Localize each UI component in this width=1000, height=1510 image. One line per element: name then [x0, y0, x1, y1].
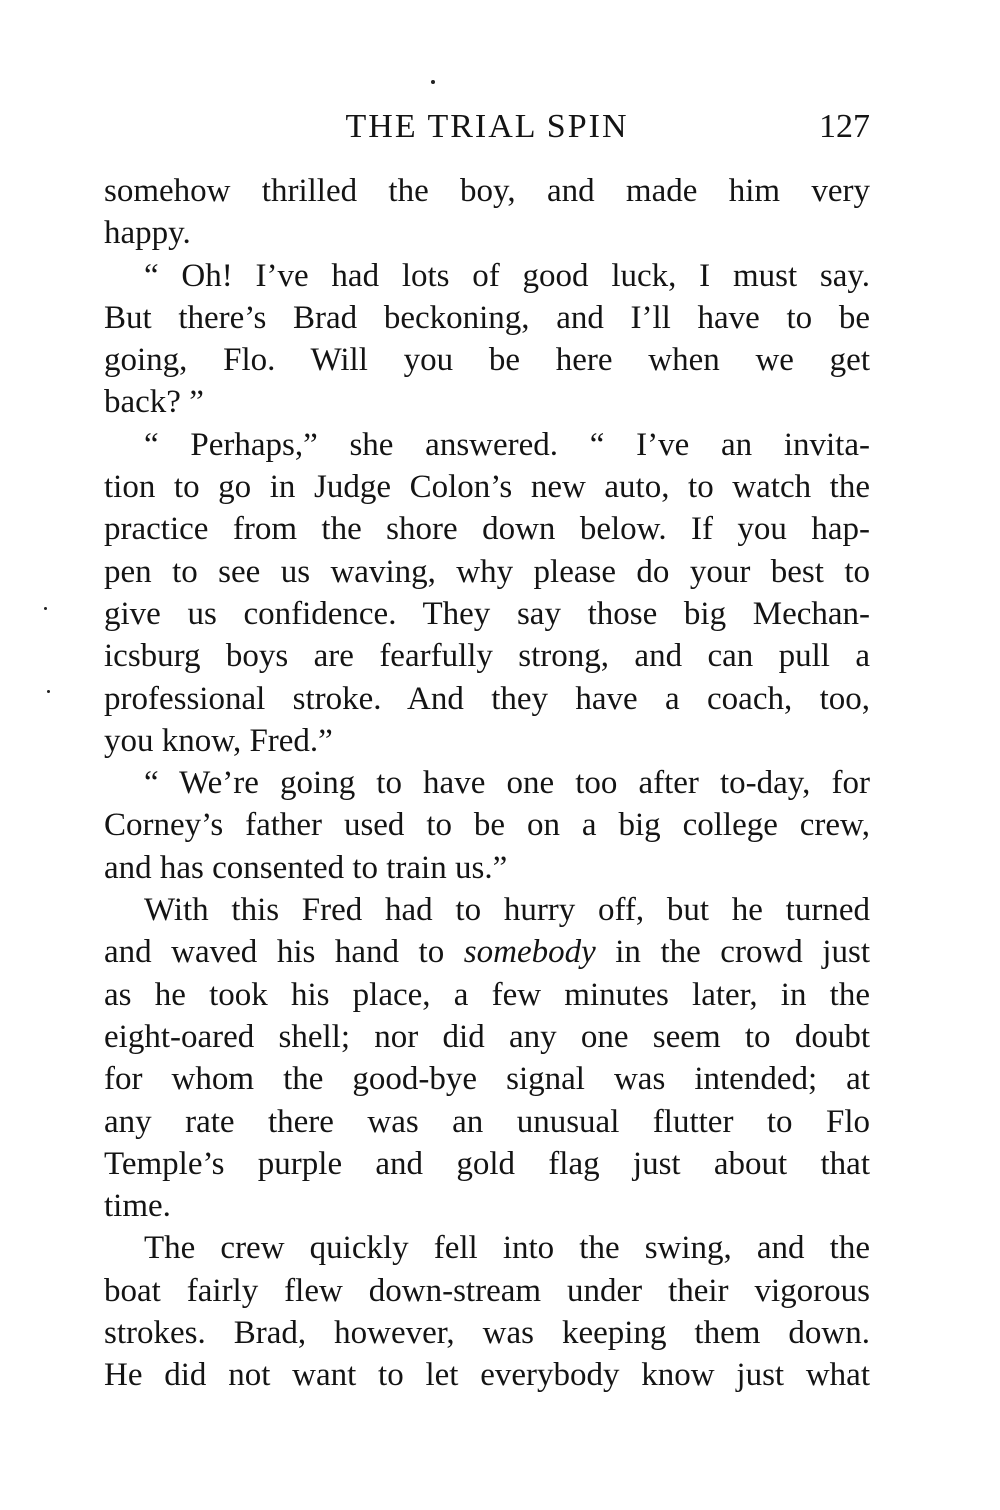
- text-fragment: and waved his hand to: [104, 934, 445, 971]
- paragraph-3: [104, 424, 870, 762]
- text-line: He did not want to let everybody know just what: [104, 1357, 870, 1394]
- text-line: and has consented to train us.”: [104, 849, 508, 886]
- italic-word: somebody: [463, 934, 596, 971]
- text-line: tion to go in Judge Colon’s new auto, to watch the: [104, 469, 870, 506]
- text-line: for whom the good-bye signal was intended; at: [104, 1061, 870, 1098]
- text-line: [104, 931, 870, 973]
- text-line: as he took his place, a few minutes later, in the: [104, 976, 870, 1013]
- scan-speck: [47, 690, 50, 693]
- text-line: But there’s Brad beckoning, and I’ll have to be: [104, 299, 870, 336]
- text-line: “ Perhaps,” she answered. “ I’ve an invita-: [144, 426, 870, 463]
- text-line: professional stroke. And they have a coach, too,: [104, 680, 870, 717]
- text-line: happy.: [104, 215, 191, 252]
- scan-speck: [44, 607, 47, 610]
- body-text: [104, 170, 870, 1397]
- text-line: time.: [104, 1188, 171, 1225]
- running-title: THE TRIAL SPIN: [345, 108, 629, 145]
- paragraph-2: [104, 255, 870, 424]
- text-line: strokes. Brad, however, was keeping them down.: [104, 1315, 870, 1352]
- text-line: With this Fred had to hurry off, but he turned: [144, 892, 870, 929]
- text-line: you know, Fred.”: [104, 722, 333, 759]
- scan-speck: [431, 80, 435, 84]
- text-line: any rate there was an unusual flutter to Flo: [104, 1103, 870, 1140]
- text-line: boat fairly flew down-stream under their vigorous: [104, 1272, 870, 1309]
- text-line: back? ”: [104, 384, 204, 421]
- text-line: “ We’re going to have one too after to-day, for: [144, 765, 870, 802]
- paragraph-5: [104, 889, 870, 1227]
- text-line: eight-oared shell; nor did any one seem to doubt: [104, 1018, 870, 1055]
- text-line: give us confidence. They say those big Mechan-: [104, 595, 870, 632]
- text-line: Temple’s purple and gold flag just about that: [104, 1145, 870, 1182]
- text-line: icsburg boys are fearfully strong, and can pull a: [104, 638, 870, 675]
- text-fragment: in the crowd just: [615, 934, 870, 971]
- paragraph-4: [104, 762, 870, 889]
- running-head: [104, 103, 870, 151]
- text-line: somehow thrilled the boy, and made him very: [104, 173, 870, 209]
- text-line: Corney’s father used to be on a big college crew,: [104, 807, 870, 844]
- text-line: going, Flo. Will you be here when we get: [104, 342, 870, 379]
- paragraph-6: [104, 1227, 870, 1396]
- text-line: “ Oh! I’ve had lots of good luck, I must say.: [144, 257, 870, 294]
- page-number: 127: [819, 108, 870, 145]
- text-line: pen to see us waving, why please do your best to: [104, 553, 870, 590]
- text-line: The crew quickly fell into the swing, and the: [144, 1230, 870, 1267]
- text-line: practice from the shore down below. If you hap-: [104, 511, 870, 548]
- paragraph-1: [104, 170, 870, 255]
